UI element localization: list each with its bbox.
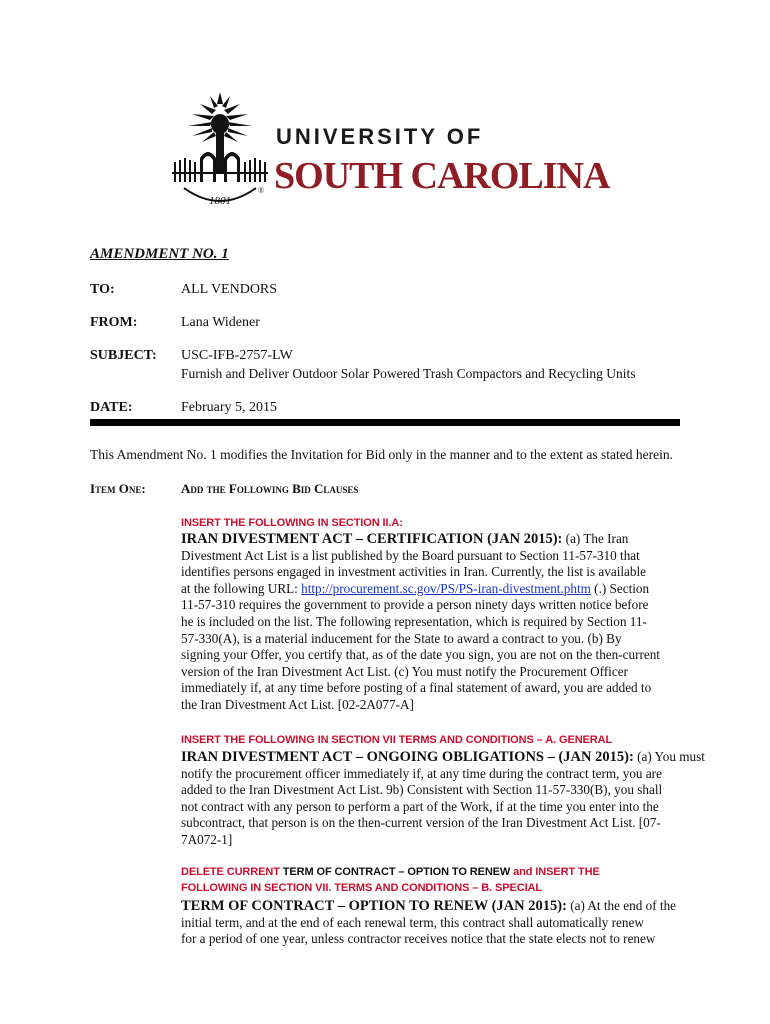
divider-rule [90,419,680,426]
section-1-text: version of the Iran Divestment Act List. (c) You must notify the Procurement Officer [181,663,628,679]
section-2-lead: IRAN DIVESTMENT ACT – ONGOING OBLIGATIONS – (JAN 2015): [181,749,634,765]
section-2-paragraph [181,749,705,849]
memo-subject-value-1: USC-IFB-2757-LW [181,348,293,363]
section-2-text: not contract with any person to perform a part of the Work, if at the time you enter into the [181,798,659,814]
item-one-title: Add the Following Bid Clauses [181,481,359,496]
section-1-text: 57-330(A), is a material inducement for the State to award a contract to you. (b) By [181,630,622,646]
memo-from-value: Lana Widener [181,315,260,330]
university-logo [170,88,610,218]
memo-date-value: February 5, 2015 [181,400,278,415]
section-1-paragraph [181,531,681,714]
amendment-title: AMENDMENT NO. 1 [90,246,229,262]
iran-divestment-link[interactable]: http://procurement.sc.gov/PS/PS-iran-divestment.phtm [301,580,591,596]
memo-subject-label: SUBJECT: [90,348,157,363]
section-1-text: at the following URL: [181,580,302,596]
section-1-heading: INSERT THE FOLLOWING IN SECTION II.A: [181,517,403,529]
section-1-lead: IRAN DIVESTMENT ACT – CERTIFICATION (JAN 2015): [181,531,563,547]
section-2-heading: INSERT THE FOLLOWING IN SECTION VII TERMS AND CONDITIONS – A. GENERAL [181,734,613,746]
palmetto-tree-icon [170,88,270,213]
registered-icon: ® [258,186,265,195]
section-1-text: (.) Section [590,580,650,596]
section-3-heading-delete: DELETE CURRENT [181,866,280,878]
section-3-lead: TERM OF CONTRACT – OPTION TO RENEW (JAN 2015): [181,898,567,914]
memo-from-label: FROM: [90,315,138,330]
section-1-text: 11-57-310 requires the government to provide a person ninety days written notice before [181,597,649,613]
section-2-text: notify the procurement officer immediately if, at any time during the contract term, you are [181,765,662,781]
section-2-text: (a) You must [633,749,705,764]
memo-date-label: DATE: [90,400,133,415]
section-3-text: initial term, and at the end of each renewal term, this contract shall automatically renew [181,914,644,930]
section-1-text: immediately if, at any time before posting of a final statement of award, you are added to [181,680,652,696]
section-3-heading-insert: and INSERT THE [510,866,600,878]
section-2-text: added to the Iran Divestment Act List. 9b) Consistent with Section 11-57-330(B), you shall [181,782,663,798]
section-3-text: for a period of one year, unless contractor receives notice that the state elects not to renew [181,931,656,947]
section-3-heading-term: TERM OF CONTRACT – OPTION TO RENEW [279,866,511,878]
section-1-text: Divestment Act List is a list published by the Board pursuant to Section 11-57-310 that [181,547,640,563]
section-1-text: the Iran Divestment Act List. [02-2A077-A] [181,696,414,712]
section-3-text: (a) At the end of the [566,898,677,913]
section-2-text: subcontract, that person is on the then-current version of the Iran Divestment Act List. [07- [181,815,661,831]
section-3-heading [181,866,600,878]
memo-to-label: TO: [90,282,115,297]
section-1-text: signing your Offer, you certify that, as of the date you sign, you are not on the then-current [181,647,660,663]
section-1-text: (a) The Iran [562,531,629,546]
section-3-heading-line-2: FOLLOWING IN SECTION VII. TERMS AND CONDITIONS – B. SPECIAL [181,882,542,894]
logo-university-of: UNIVERSITY OF [276,124,484,149]
section-1-text: he is included on the list. The following representation, which is required by Section 11- [181,613,647,629]
memo-to-value: ALL VENDORS [181,282,278,297]
memo-subject-value-2: Furnish and Deliver Outdoor Solar Powered Trash Compactors and Recycling Units [181,366,636,381]
section-3-paragraph [181,898,681,948]
logo-year: 1801 [209,195,231,207]
section-2-text: 7A072-1] [181,831,233,847]
section-1-text: identifies persons engaged in investment activities in Iran. Currently, the list is available [181,564,646,580]
logo-south-carolina: SOUTH CAROLINA [274,155,610,197]
intro-paragraph: This Amendment No. 1 modifies the Invitation for Bid only in the manner and to the extent as stated herein. [90,447,673,462]
item-one-label: Item One: [90,481,146,496]
